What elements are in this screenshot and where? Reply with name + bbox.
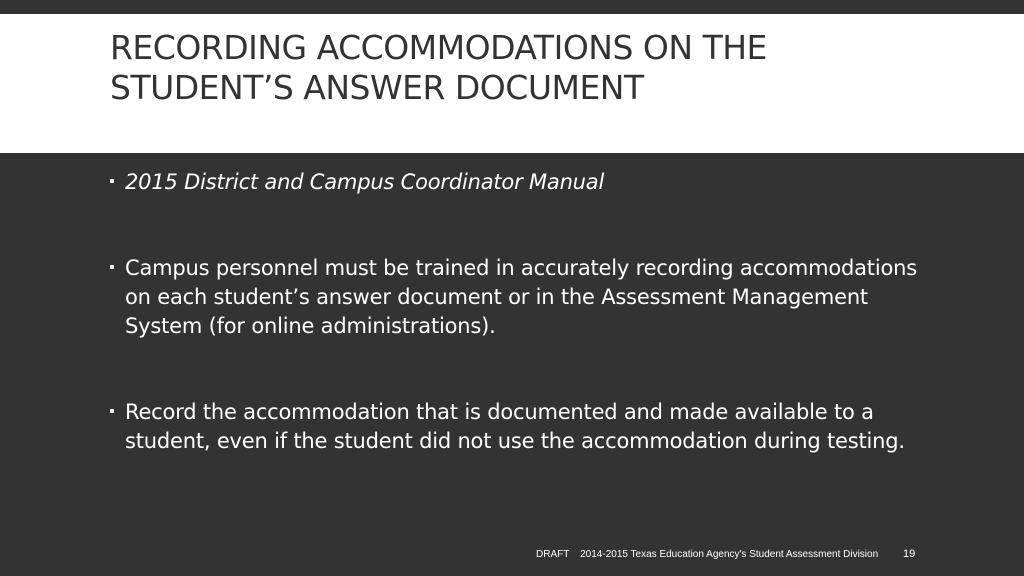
slide-footer	[536, 549, 878, 560]
bullet-text: Record the accommodation that is documented and made available to a student, even if the student did not use the accommodation during testing.	[125, 400, 905, 453]
page-number: 19	[903, 548, 916, 560]
slide-title	[110, 28, 767, 108]
bullet-item-record	[110, 398, 930, 456]
bullet-square-icon	[110, 265, 114, 269]
slide-title-line-2: STUDENT’S ANSWER DOCUMENT	[110, 68, 644, 107]
footer-agency-text: 2014-2015 Texas Education Agency's Student Assessment Division	[580, 549, 879, 560]
bullet-list	[110, 168, 930, 456]
bullet-item-training	[110, 254, 930, 341]
slide-title-line-1: RECORDING ACCOMMODATIONS ON THE	[110, 28, 767, 67]
draft-label: DRAFT	[536, 549, 570, 560]
bullet-item-manual	[110, 168, 930, 197]
top-border-band	[0, 0, 1024, 14]
bullet-square-icon	[110, 409, 114, 413]
bullet-text: 2015 District and Campus Coordinator Manual	[125, 170, 605, 194]
bullet-square-icon	[110, 179, 114, 183]
bullet-text: Campus personnel must be trained in accurately recording accommodations on each student’s answer document or in the Assessment Management System (for online administrations).	[125, 256, 917, 338]
